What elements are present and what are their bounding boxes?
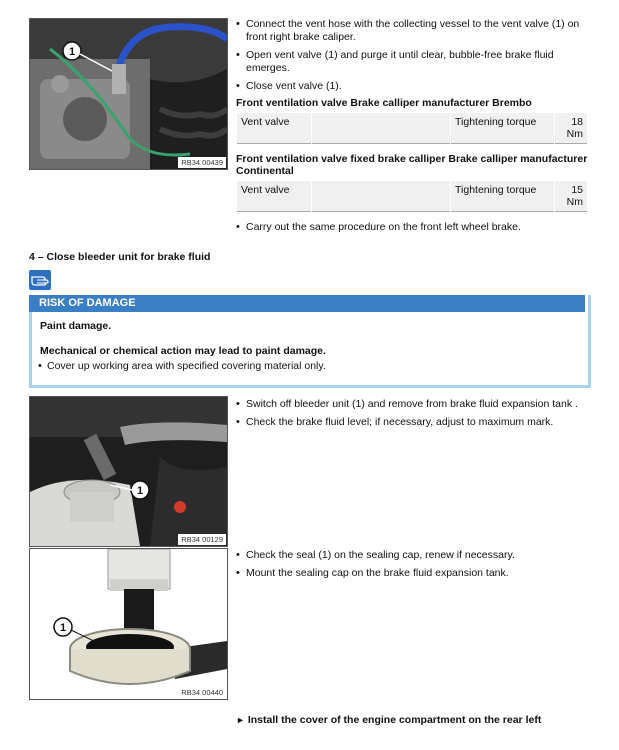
risk-bullet-text: Cover up working area with specified covering material only. — [47, 360, 326, 372]
table1-title: Front ventilation valve Brake calliper manufacturer Brembo — [236, 97, 532, 109]
table-cell — [312, 181, 451, 211]
risk-header: RISK OF DAMAGE — [29, 295, 585, 312]
step-item: • Check the brake fluid level; if necessary, adjust to maximum mark. — [236, 416, 596, 429]
step-item: • Open vent valve (1) and purge it until clear, bubble-free brake fluid emerges. — [236, 49, 596, 75]
step-item: • Switch off bleeder unit (1) and remove from brake fluid expansion tank . — [236, 398, 596, 411]
table-cell: Tightening torque — [451, 113, 555, 143]
final-step — [236, 714, 541, 726]
steps-low-list — [236, 549, 596, 585]
callout-1-label: 1 — [136, 485, 144, 497]
step-item: • Connect the vent hose with the collecting vessel to the vent valve (1) on front right brake caliper. — [236, 18, 596, 44]
step-item: • Mount the sealing cap on the brake fluid expansion tank. — [236, 567, 596, 580]
table2-title: Front ventilation valve fixed brake calliper Brake calliper manufacturer Continental — [236, 153, 588, 177]
table-cell: Vent valve — [237, 113, 312, 143]
step-item: • Check the seal (1) on the sealing cap, renew if necessary. — [236, 549, 596, 562]
table-cell: Tightening torque — [451, 181, 555, 211]
sealing-cap-photo — [29, 548, 228, 700]
section-heading: 4 – Close bleeder unit for brake fluid — [29, 251, 211, 263]
callout-1-label: 1 — [59, 622, 67, 634]
steps-top-list — [236, 18, 596, 98]
image-code: RB34 00129 — [178, 534, 226, 545]
table-cell: 15 Nm — [555, 181, 588, 211]
steps-after-tables — [236, 221, 596, 239]
image-code: RB34 00439 — [178, 157, 226, 168]
brake-caliper-photo — [29, 18, 228, 170]
note-hand-icon — [29, 270, 51, 290]
risk-line-1: Paint damage. — [40, 320, 112, 332]
table-cell: 18 Nm — [555, 113, 588, 143]
torque-table-brembo — [236, 113, 587, 144]
step-item: • Carry out the same procedure on the front left wheel brake. — [236, 221, 596, 234]
final-step-text: Install the cover of the engine compartment on the rear left — [247, 714, 542, 726]
arrow-icon: ► — [236, 715, 245, 725]
risk-bullet — [38, 360, 326, 372]
table-cell: Vent valve — [237, 181, 312, 211]
risk-line-2: Mechanical or chemical action may lead to paint damage. — [40, 345, 326, 357]
table-cell — [312, 113, 451, 143]
steps-mid-list — [236, 398, 596, 434]
callout-1-label: 1 — [68, 46, 76, 58]
torque-table-continental — [236, 181, 587, 212]
expansion-tank-photo — [29, 396, 228, 547]
bullet-dot: • — [38, 360, 42, 372]
image-code: RB34 00440 — [178, 687, 226, 698]
step-item: • Close vent valve (1). — [236, 80, 596, 93]
